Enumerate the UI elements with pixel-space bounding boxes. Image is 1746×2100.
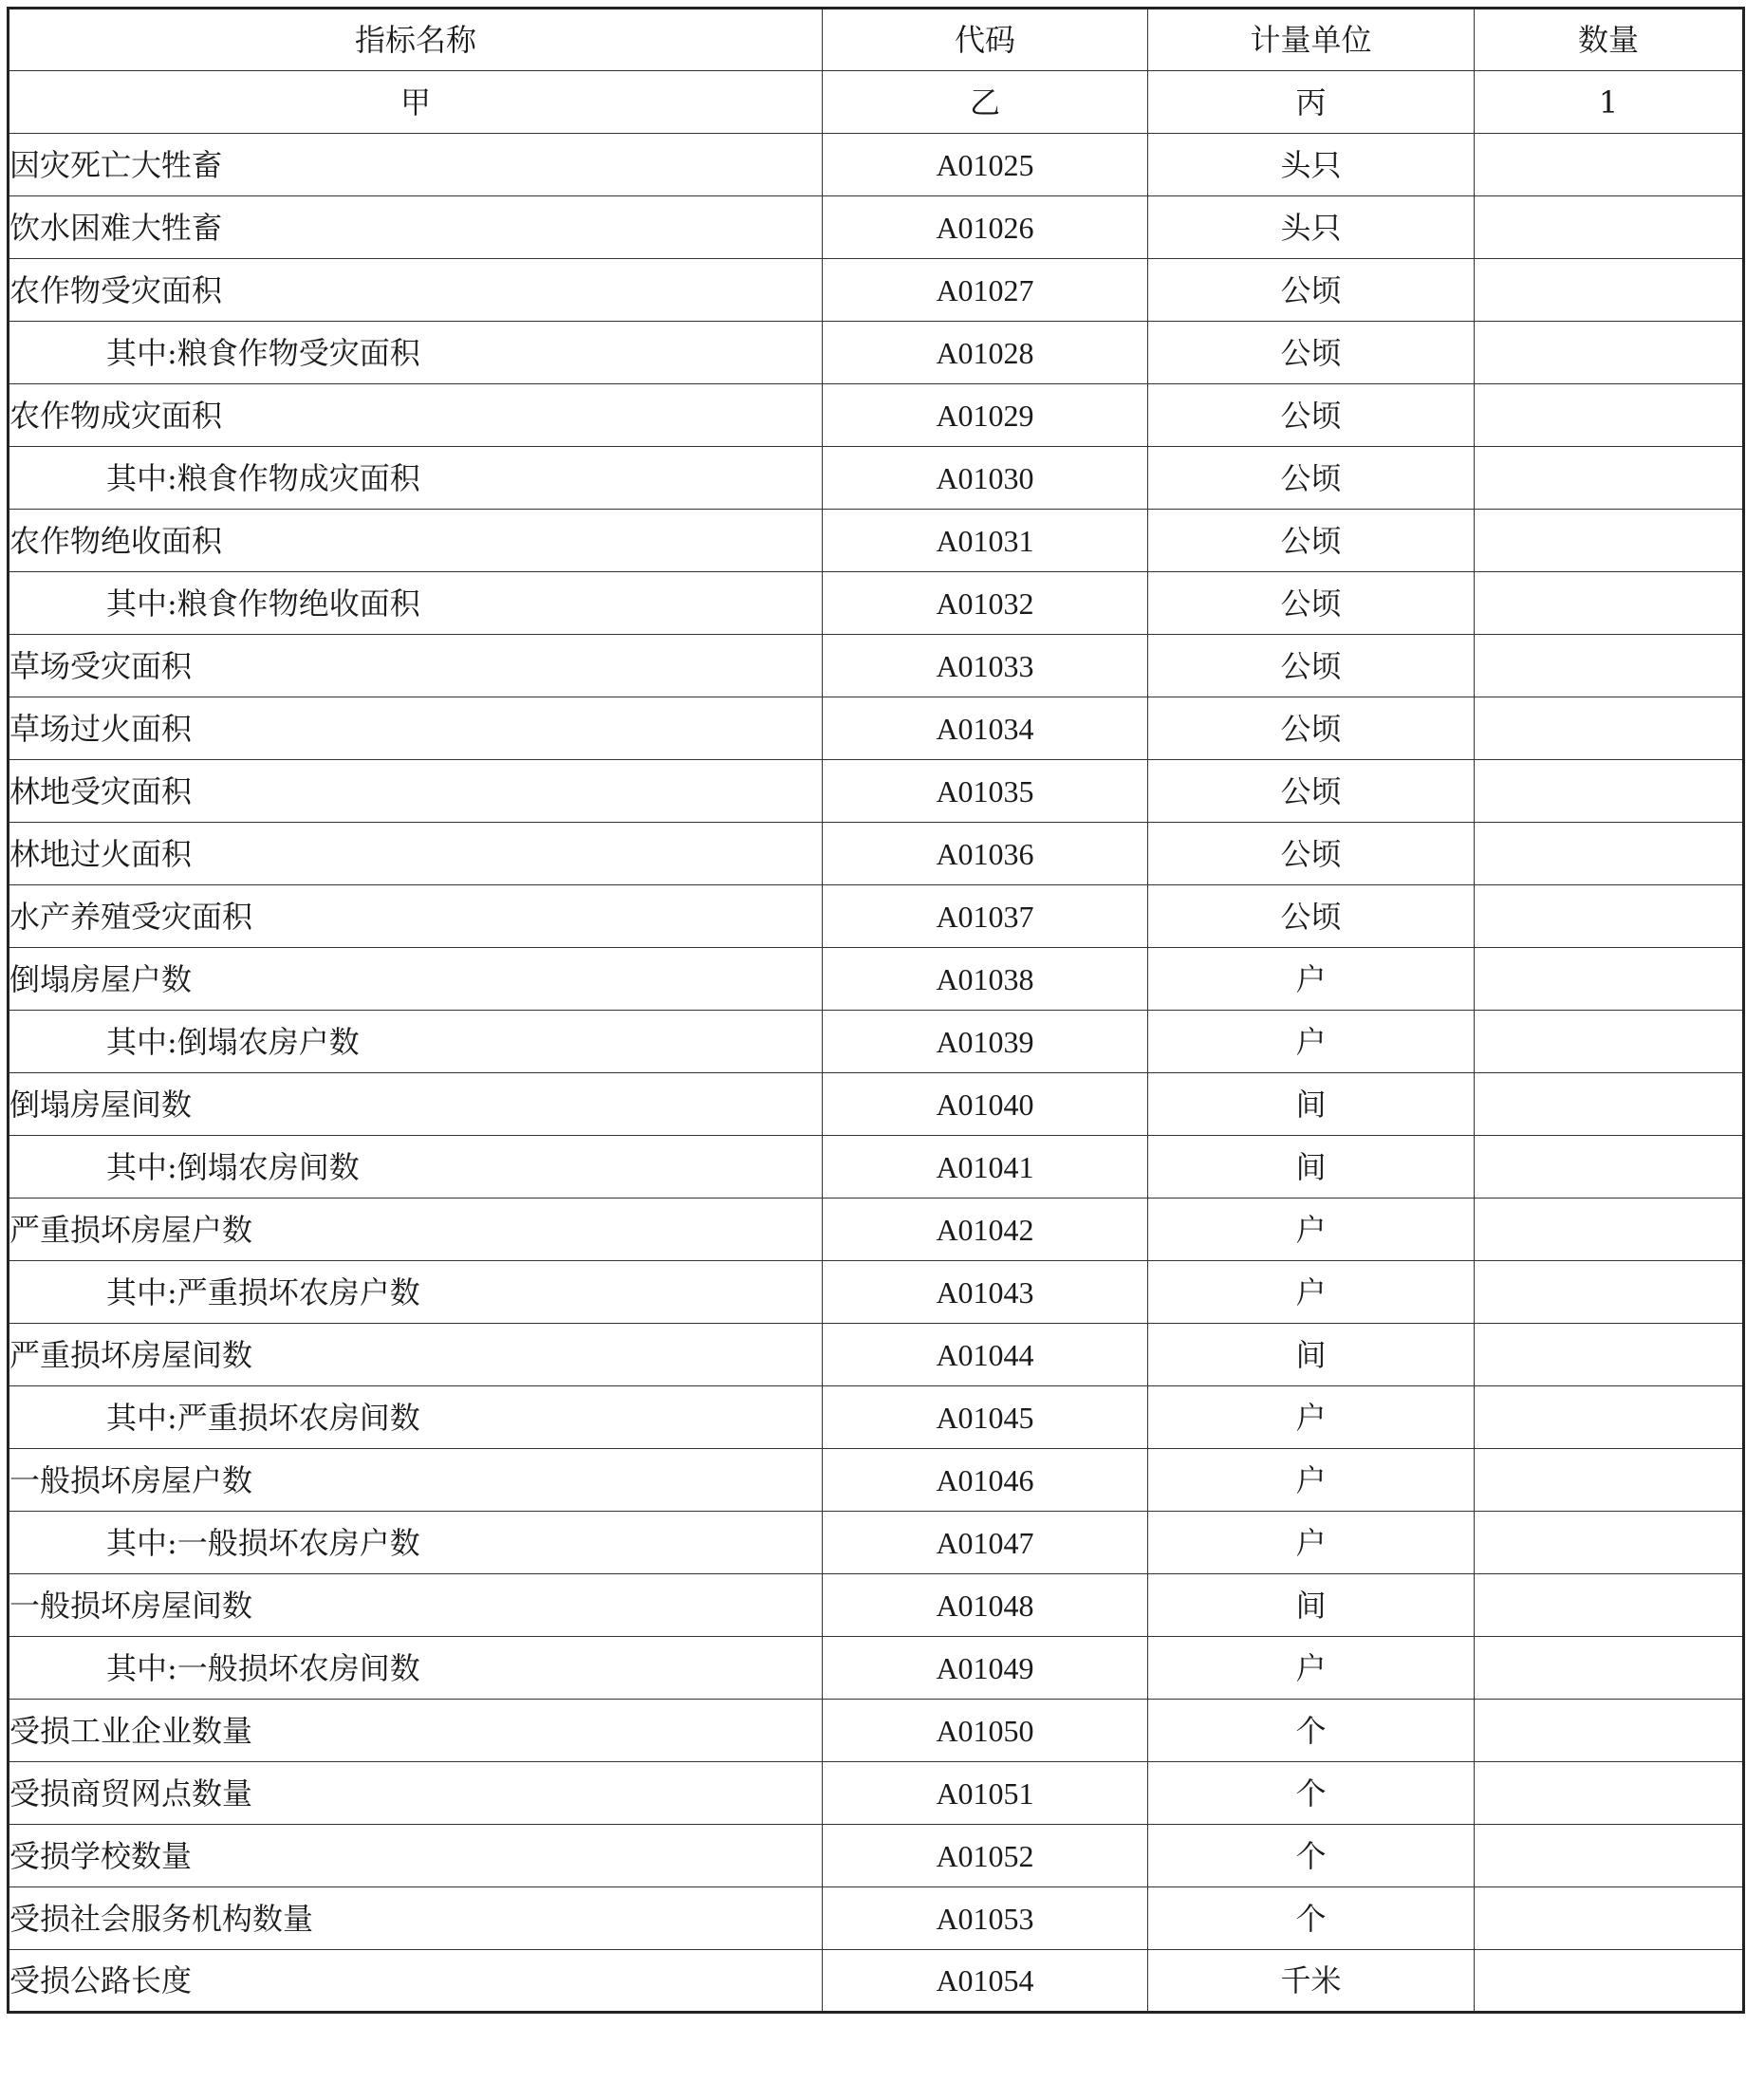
- indicator-code-cell: A01027: [823, 259, 1148, 322]
- indicator-unit-cell: 户: [1148, 948, 1475, 1011]
- indicator-unit-cell: 个: [1148, 1762, 1475, 1825]
- indicator-unit-cell: 千米: [1148, 1950, 1475, 2013]
- indicator-quantity-cell[interactable]: [1475, 1199, 1744, 1261]
- indicator-unit-cell: 公顷: [1148, 760, 1475, 823]
- indicator-code-cell: A01050: [823, 1700, 1148, 1762]
- indicator-unit-cell: 间: [1148, 1574, 1475, 1637]
- indicator-code-cell: A01025: [823, 134, 1148, 196]
- indicator-code-cell: A01028: [823, 322, 1148, 384]
- indicator-code-cell: A01031: [823, 510, 1148, 572]
- indicator-code-cell: A01030: [823, 447, 1148, 510]
- table-row: [9, 1449, 1744, 1512]
- indicator-code-cell: A01029: [823, 384, 1148, 447]
- indicator-code-cell: A01047: [823, 1512, 1148, 1574]
- indicator-code-cell: A01034: [823, 697, 1148, 760]
- indicator-unit-cell: 户: [1148, 1011, 1475, 1073]
- indicator-quantity-cell[interactable]: [1475, 1324, 1744, 1386]
- indicator-name-cell: 其中:严重损坏农房间数: [9, 1386, 823, 1449]
- indicator-quantity-cell[interactable]: [1475, 1574, 1744, 1637]
- indicator-unit-cell: 公顷: [1148, 384, 1475, 447]
- indicator-unit-cell: 头只: [1148, 196, 1475, 259]
- indicator-code-cell: A01026: [823, 196, 1148, 259]
- indicator-unit-cell: 户: [1148, 1386, 1475, 1449]
- table-row: [9, 823, 1744, 885]
- indicator-name-cell: 倒塌房屋户数: [9, 948, 823, 1011]
- indicator-name-cell: 农作物成灾面积: [9, 384, 823, 447]
- indicator-quantity-cell[interactable]: [1475, 1073, 1744, 1136]
- indicator-name-cell: 严重损坏房屋间数: [9, 1324, 823, 1386]
- indicator-unit-cell: 户: [1148, 1449, 1475, 1512]
- header-row: [9, 9, 1744, 71]
- indicator-name-cell: 林地过火面积: [9, 823, 823, 885]
- indicator-quantity-cell[interactable]: [1475, 885, 1744, 948]
- indicator-name-cell: 其中:一般损坏农房户数: [9, 1512, 823, 1574]
- table-body: [9, 134, 1744, 2013]
- table-row: [9, 1950, 1744, 2013]
- indicator-code-cell: A01041: [823, 1136, 1148, 1199]
- indicator-quantity-cell[interactable]: [1475, 447, 1744, 510]
- table-row: [9, 1762, 1744, 1825]
- indicator-unit-cell: 间: [1148, 1073, 1475, 1136]
- indicator-unit-cell: 个: [1148, 1825, 1475, 1887]
- table-row: [9, 1637, 1744, 1700]
- table-row: [9, 948, 1744, 1011]
- indicator-code-cell: A01054: [823, 1950, 1148, 2013]
- table-row: [9, 1512, 1744, 1574]
- indicator-unit-cell: 公顷: [1148, 572, 1475, 635]
- indicator-name-cell: 倒塌房屋间数: [9, 1073, 823, 1136]
- indicator-unit-cell: 个: [1148, 1887, 1475, 1950]
- table-row: [9, 1073, 1744, 1136]
- table-row: [9, 1574, 1744, 1637]
- indicator-unit-cell: 个: [1148, 1700, 1475, 1762]
- indicator-unit-cell: 间: [1148, 1324, 1475, 1386]
- indicator-quantity-cell[interactable]: [1475, 1261, 1744, 1324]
- indicator-name-cell: 受损公路长度: [9, 1950, 823, 2013]
- table-row: [9, 1825, 1744, 1887]
- indicator-quantity-cell[interactable]: [1475, 572, 1744, 635]
- indicator-unit-cell: 户: [1148, 1512, 1475, 1574]
- indicator-code-cell: A01043: [823, 1261, 1148, 1324]
- table-row: [9, 1887, 1744, 1950]
- indicator-unit-cell: 公顷: [1148, 322, 1475, 384]
- indicator-quantity-cell[interactable]: [1475, 1512, 1744, 1574]
- indicator-code-cell: A01033: [823, 635, 1148, 697]
- table-row: [9, 697, 1744, 760]
- indicator-name-cell: 其中:严重损坏农房户数: [9, 1261, 823, 1324]
- indicator-quantity-cell[interactable]: [1475, 1700, 1744, 1762]
- indicator-quantity-cell[interactable]: [1475, 1449, 1744, 1512]
- table-row: [9, 1386, 1744, 1449]
- indicator-code-cell: A01053: [823, 1887, 1148, 1950]
- indicator-quantity-cell[interactable]: [1475, 697, 1744, 760]
- indicator-name-cell: 其中:倒塌农房户数: [9, 1011, 823, 1073]
- header-code: 代码: [823, 9, 1148, 71]
- subheader-quantity: 1: [1475, 71, 1744, 134]
- indicator-quantity-cell[interactable]: [1475, 948, 1744, 1011]
- indicator-quantity-cell[interactable]: [1475, 1825, 1744, 1887]
- table-row: [9, 384, 1744, 447]
- indicator-code-cell: A01044: [823, 1324, 1148, 1386]
- indicator-name-cell: 其中:粮食作物成灾面积: [9, 447, 823, 510]
- indicator-unit-cell: 公顷: [1148, 510, 1475, 572]
- indicator-name-cell: 农作物绝收面积: [9, 510, 823, 572]
- indicator-code-cell: A01049: [823, 1637, 1148, 1700]
- table-row: [9, 885, 1744, 948]
- indicator-quantity-cell[interactable]: [1475, 1887, 1744, 1950]
- indicator-name-cell: 水产养殖受灾面积: [9, 885, 823, 948]
- indicator-unit-cell: 公顷: [1148, 885, 1475, 948]
- subheader-unit: 丙: [1148, 71, 1475, 134]
- table-row: [9, 1700, 1744, 1762]
- indicator-unit-cell: 头只: [1148, 134, 1475, 196]
- indicator-name-cell: 其中:一般损坏农房间数: [9, 1637, 823, 1700]
- indicator-quantity-cell[interactable]: [1475, 1386, 1744, 1449]
- indicator-unit-cell: 户: [1148, 1199, 1475, 1261]
- indicator-code-cell: A01048: [823, 1574, 1148, 1637]
- table-row: [9, 635, 1744, 697]
- table-row: [9, 447, 1744, 510]
- indicator-name-cell: 饮水困难大牲畜: [9, 196, 823, 259]
- table-row: [9, 510, 1744, 572]
- table-row: [9, 196, 1744, 259]
- table-row: [9, 1199, 1744, 1261]
- indicator-quantity-cell[interactable]: [1475, 635, 1744, 697]
- indicator-quantity-cell[interactable]: [1475, 1637, 1744, 1700]
- indicator-code-cell: A01051: [823, 1762, 1148, 1825]
- indicator-name-cell: 受损工业企业数量: [9, 1700, 823, 1762]
- indicator-code-cell: A01036: [823, 823, 1148, 885]
- indicator-code-cell: A01052: [823, 1825, 1148, 1887]
- indicator-name-cell: 严重损坏房屋户数: [9, 1199, 823, 1261]
- indicator-code-cell: A01037: [823, 885, 1148, 948]
- indicator-code-cell: A01038: [823, 948, 1148, 1011]
- indicator-name-cell: 草场受灾面积: [9, 635, 823, 697]
- indicator-quantity-cell[interactable]: [1475, 1136, 1744, 1199]
- indicator-quantity-cell[interactable]: [1475, 1011, 1744, 1073]
- table-row: [9, 1324, 1744, 1386]
- indicator-quantity-cell[interactable]: [1475, 196, 1744, 259]
- table-row: [9, 1136, 1744, 1199]
- indicator-name-cell: 受损学校数量: [9, 1825, 823, 1887]
- indicator-code-cell: A01040: [823, 1073, 1148, 1136]
- indicator-unit-cell: 户: [1148, 1637, 1475, 1700]
- subheader-name: 甲: [9, 71, 823, 134]
- indicator-quantity-cell[interactable]: [1475, 823, 1744, 885]
- indicator-name-cell: 因灾死亡大牲畜: [9, 134, 823, 196]
- indicator-name-cell: 其中:倒塌农房间数: [9, 1136, 823, 1199]
- header-quantity: 数量: [1475, 9, 1744, 71]
- indicator-quantity-cell[interactable]: [1475, 1950, 1744, 2013]
- indicator-name-cell: 其中:粮食作物绝收面积: [9, 572, 823, 635]
- indicator-code-cell: A01035: [823, 760, 1148, 823]
- subheader-code: 乙: [823, 71, 1148, 134]
- table-row: [9, 1011, 1744, 1073]
- indicator-unit-cell: 间: [1148, 1136, 1475, 1199]
- indicator-code-cell: A01042: [823, 1199, 1148, 1261]
- indicator-code-cell: A01046: [823, 1449, 1148, 1512]
- indicator-name-cell: 农作物受灾面积: [9, 259, 823, 322]
- indicator-quantity-cell[interactable]: [1475, 134, 1744, 196]
- header-name: 指标名称: [9, 9, 823, 71]
- table-row: [9, 1261, 1744, 1324]
- indicator-unit-cell: 公顷: [1148, 697, 1475, 760]
- indicator-name-cell: 一般损坏房屋户数: [9, 1449, 823, 1512]
- indicator-name-cell: 受损商贸网点数量: [9, 1762, 823, 1825]
- indicator-quantity-cell[interactable]: [1475, 259, 1744, 322]
- indicator-name-cell: 其中:粮食作物受灾面积: [9, 322, 823, 384]
- indicator-unit-cell: 户: [1148, 1261, 1475, 1324]
- indicator-code-cell: A01039: [823, 1011, 1148, 1073]
- indicator-name-cell: 一般损坏房屋间数: [9, 1574, 823, 1637]
- indicator-quantity-cell[interactable]: [1475, 1762, 1744, 1825]
- subheader-row: [9, 71, 1744, 134]
- header-unit: 计量单位: [1148, 9, 1475, 71]
- indicator-quantity-cell[interactable]: [1475, 322, 1744, 384]
- indicator-quantity-cell[interactable]: [1475, 384, 1744, 447]
- table-row: [9, 572, 1744, 635]
- indicator-name-cell: 林地受灾面积: [9, 760, 823, 823]
- indicator-code-cell: A01045: [823, 1386, 1148, 1449]
- indicator-quantity-cell[interactable]: [1475, 760, 1744, 823]
- indicator-unit-cell: 公顷: [1148, 823, 1475, 885]
- table-row: [9, 134, 1744, 196]
- table-row: [9, 760, 1744, 823]
- indicator-table: [7, 7, 1745, 2014]
- indicator-unit-cell: 公顷: [1148, 259, 1475, 322]
- table-row: [9, 322, 1744, 384]
- indicator-name-cell: 受损社会服务机构数量: [9, 1887, 823, 1950]
- table-row: [9, 259, 1744, 322]
- indicator-unit-cell: 公顷: [1148, 447, 1475, 510]
- indicator-unit-cell: 公顷: [1148, 635, 1475, 697]
- indicator-quantity-cell[interactable]: [1475, 510, 1744, 572]
- indicator-name-cell: 草场过火面积: [9, 697, 823, 760]
- indicator-code-cell: A01032: [823, 572, 1148, 635]
